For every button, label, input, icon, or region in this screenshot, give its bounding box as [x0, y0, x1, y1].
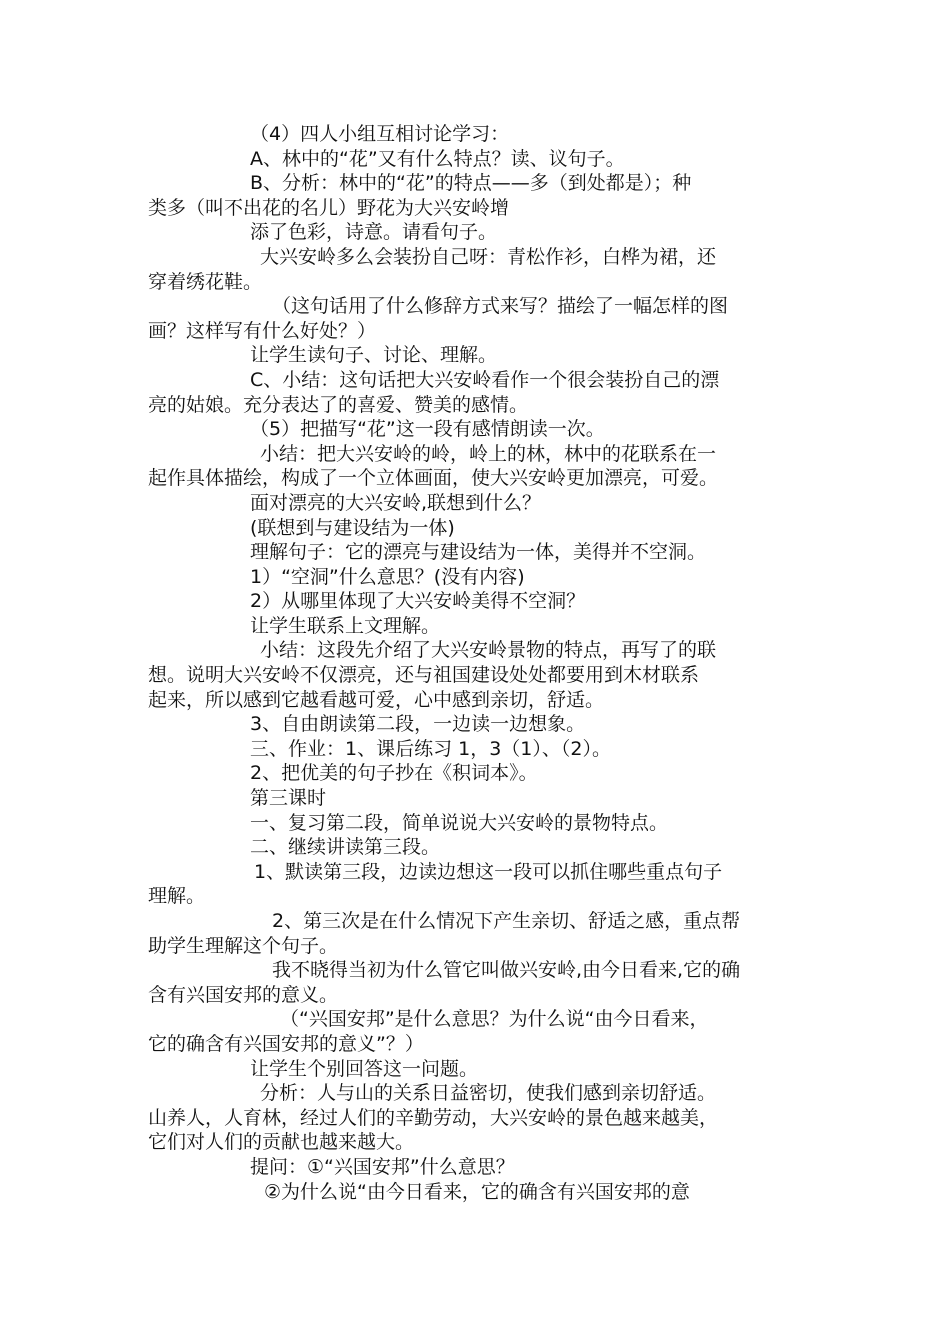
- text-line: 山养人，人育林，经过人们的辛勤劳动，大兴安岭的景色越来越美，: [148, 1106, 719, 1129]
- text-line: 添了色彩，诗意。请看句子。: [250, 221, 498, 244]
- text-line: （这句话用了什么修辞方式来写？描绘了一幅怎样的图: [272, 295, 729, 318]
- text-line: （5）把描写“花”这一段有感情朗读一次。: [250, 418, 605, 441]
- text-line: 三、作业：1、课后练习 1，3（1）、（2）。: [250, 737, 611, 760]
- text-line: 1、默读第三段，边读边想这一段可以抓住哪些重点句子: [254, 860, 723, 883]
- section-heading: 第三课时: [250, 787, 327, 810]
- text-line: 让学生读句子、讨论、理解。: [250, 344, 498, 367]
- text-line: 2、第三次是在什么情况下产生亲切、舒适之感，重点帮: [272, 910, 741, 932]
- text-line: 2、把优美的句子抄在《积词本》。: [250, 762, 538, 785]
- text-line: 面对漂亮的大兴安岭,联想到什么？: [250, 491, 542, 514]
- text-line: 想。说明大兴安岭不仅漂亮，还与祖国建设处处都要用到木材联系: [148, 664, 700, 687]
- text-line: C、小结：这句话把大兴安岭看作一个很会装扮自己的漂: [250, 368, 720, 391]
- text-line: ②为什么说“由今日看来，它的确含有兴国安邦的意: [264, 1180, 690, 1203]
- document-body: [148, 122, 813, 1204]
- text-line: 它们对人们的贡献也越来越大。: [148, 1131, 415, 1154]
- text-line: 一、复习第二段，简单说说大兴安岭的景物特点。: [250, 811, 669, 834]
- text-line: 分析：人与山的关系日益密切，使我们感到亲切舒适。: [260, 1082, 717, 1105]
- text-line: A、林中的“花”又有什么特点？读、议句子。: [250, 147, 625, 170]
- text-line: (联想到与建设结为一体): [250, 516, 455, 539]
- text-line: 起来，所以感到它越看越可爱，心中感到亲切，舒适。: [148, 688, 605, 711]
- text-line: 理解句子：它的漂亮与建设结为一体，美得并不空洞。: [250, 541, 707, 564]
- text-line: 画？这样写有什么好处？）: [148, 319, 377, 342]
- text-line: B、分析：林中的“花”的特点——多（到处都是）；种: [250, 172, 692, 195]
- text-line: 理解。: [148, 885, 206, 908]
- text-line: 含有兴国安邦的意义。: [148, 983, 339, 1006]
- text-line: （4）四人小组互相讨论学习：: [250, 123, 510, 145]
- text-line: 1）“空洞”什么意思？(没有内容): [250, 565, 525, 588]
- text-line: 大兴安岭多么会装扮自己呀：青松作衫，白桦为裙，还: [260, 245, 717, 268]
- text-line: 提问：①“兴国安邦”什么意思？: [250, 1155, 515, 1178]
- text-line: 穿着绣花鞋。: [148, 270, 263, 293]
- text-line: 亮的姑娘。充分表达了的喜爱、赞美的感情。: [148, 393, 529, 416]
- text-line: 类多（叫不出花的名儿）野花为大兴安岭增: [148, 196, 510, 219]
- text-line: （“兴国安邦”是什么意思？为什么说“由今日看来，: [280, 1008, 709, 1031]
- text-line: 小结：把大兴安岭的岭，岭上的林，林中的花联系在一: [260, 442, 717, 465]
- text-line: 2）从哪里体现了大兴安岭美得不空洞？: [250, 590, 586, 613]
- text-line: 3、自由朗读第二段，一边读一边想象。: [250, 713, 586, 736]
- text-line: 二、继续讲读第三段。: [250, 836, 441, 859]
- text-line: 它的确含有兴国安邦的意义”？）: [148, 1032, 424, 1055]
- text-line: 小结：这段先介绍了大兴安岭景物的特点，再写了的联: [260, 639, 717, 662]
- text-line: 助学生理解这个句子。: [148, 934, 339, 957]
- text-line: 让学生联系上文理解。: [250, 614, 441, 637]
- text-line: 让学生个别回答这一问题。: [250, 1057, 479, 1080]
- text-line: 起作具体描绘，构成了一个立体画面，使大兴安岭更加漂亮，可爱。: [148, 467, 719, 490]
- text-line: 我不晓得当初为什么管它叫做兴安岭,由今日看来,它的确: [272, 959, 741, 982]
